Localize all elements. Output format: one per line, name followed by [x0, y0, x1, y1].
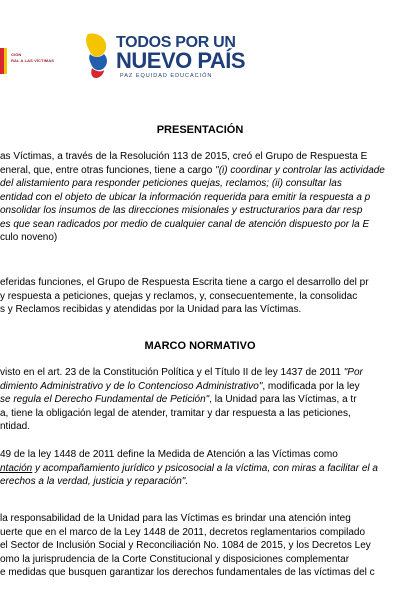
text-line: ntidad.	[0, 421, 31, 432]
text-line: culo noveno)	[0, 232, 58, 243]
text-line: visto en el art. 23 de la Constitución Política y el Título II de ley 1437 de 2011 "Por	[0, 367, 363, 378]
text-line: e medidas que busquen garantizar los derechos fundamentales de las víctimas del c	[0, 567, 375, 578]
agency-name-line-2: RAL A LAS VÍCTIMAS	[11, 58, 54, 63]
text-line: 49 de la ley 1448 de 2011 define la Medida de Atención a las Víctimas como	[0, 449, 338, 460]
marco-normativo-heading: MARCO NORMATIVO	[144, 340, 256, 352]
marco-paragraph-1	[0, 366, 400, 434]
text-line: a, tiene la obligación legal de atender, tramitar y dar respuesta a las peticiones,	[0, 407, 351, 419]
nuevo-pais-logo	[74, 28, 246, 86]
logo-line-1: TODOS POR UN	[116, 34, 236, 51]
text-line: omo la jurisprudencia de la Corte Constitucional y disposiciones complementar	[0, 553, 350, 565]
text-line: y respuesta a peticiones, quejas y reclamos, y, consecuentemente, la consolidac	[0, 290, 358, 302]
marco-paragraph-2	[0, 448, 400, 489]
text-line: dimiento Administrativo y de lo Contencioso Administrativo", modificada por la ley	[0, 380, 360, 392]
presentacion-paragraph-1	[0, 150, 400, 245]
text-line: onsolidar los insumos de las direcciones misionales y estructurarios para dar resp	[0, 205, 363, 216]
text-line: ntación y acompañamiento jurídico y psicosocial a la víctima, con miras a facilitar el a	[0, 462, 378, 474]
text-line: s y Reclamos recibidas y atendidas por la Unidad para las Víctimas.	[0, 304, 302, 315]
text-line: es que sean radicados por medio de cualquier canal de atención dispuesto por la E	[0, 218, 370, 230]
text-line: se regula el Derecho Fundamental de Petición", la Unidad para las Víctimas, a tr	[0, 394, 357, 405]
text-line: el Sector de Inclusión Social y Reconciliación No. 1084 de 2015, y los Decretos Ley	[0, 540, 371, 551]
text-line: uerte que en el marco de la Ley 1448 de 2011, decretos reglamentarios compilado	[0, 526, 366, 538]
presentacion-paragraph-2	[0, 276, 400, 317]
marco-paragraph-3	[0, 512, 400, 580]
text-line: eneral, que, entre otras funciones, tiene a cargo "(i) coordinar y controlar las actividade	[0, 164, 385, 176]
agency-name-line-1: CIÓN	[11, 52, 22, 57]
text-line: del alistamiento para responder peticiones quejas, reclamos; (ii) consultar las	[0, 178, 342, 189]
logo-line-2: NUEVO PAÍS	[116, 48, 246, 73]
logo-tagline: PAZ EQUIDAD EDUCACIÓN	[120, 73, 213, 79]
text-line: entidad con el objeto de ubicar la información requerida para emitir la respuesta a p	[0, 191, 371, 203]
text-line: la responsabilidad de la Unidad para las Víctimas es brindar una atención integ	[0, 513, 351, 524]
presentacion-heading: PRESENTACIÓN	[156, 124, 244, 136]
colombia-map-icon	[74, 32, 118, 80]
text-line: as Víctimas, a través de la Resolución 113 de 2015, creó el Grupo de Respuesta E	[0, 151, 368, 162]
text-line: erechos a la verdad, justicia y reparación".	[0, 476, 189, 487]
agency-flag-icon	[0, 48, 10, 74]
text-line: eferidas funciones, el Grupo de Respuesta Escrita tiene a cargo el desarrollo del pr	[0, 277, 369, 288]
